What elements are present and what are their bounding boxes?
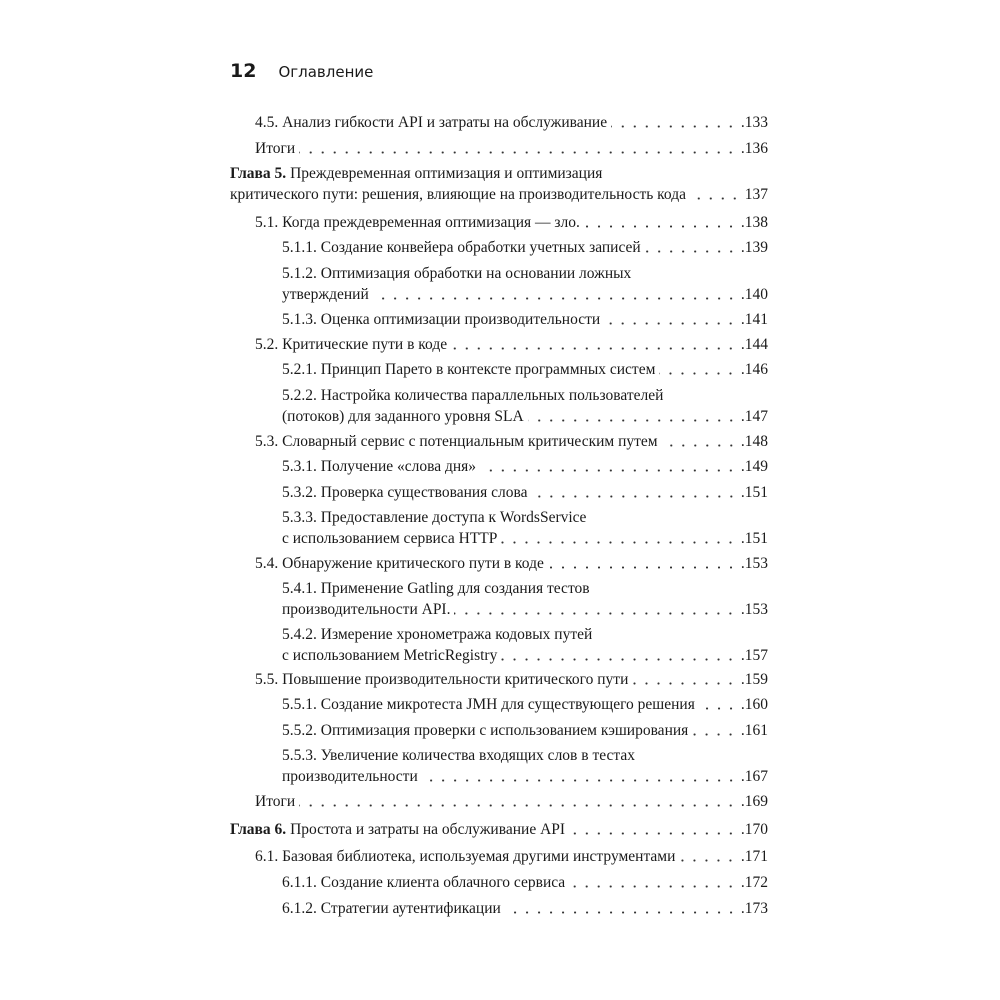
- toc-entry: [282, 720, 768, 741]
- toc-entry-text: с использованием сервиса HTTP: [282, 530, 498, 547]
- dot-leader: [679, 859, 736, 862]
- toc-entry-text: 5.1.1. Создание конвейера обработки учетных записей: [282, 239, 641, 256]
- dot-leader: [505, 911, 737, 914]
- running-title: Оглавление: [278, 63, 374, 81]
- toc-page-number: .167: [740, 768, 768, 785]
- toc-entry-text: 5.3.2. Проверка существования слова: [282, 484, 528, 501]
- toc-entry: [282, 482, 768, 503]
- toc-entry: [255, 846, 768, 867]
- dot-leader: [480, 469, 737, 472]
- toc-entry-text: 5.1.2. Оптимизация обработки на основании ложных: [282, 265, 632, 282]
- toc-entry: [255, 212, 768, 233]
- toc-page-number: .133: [740, 114, 768, 131]
- toc-page-number: .169: [740, 793, 768, 810]
- dot-leader: [662, 444, 737, 447]
- toc-entry-text: с использованием MetricRegistry: [282, 647, 498, 664]
- toc-entry-text: 5.3.1. Получение «слова дня»: [282, 458, 477, 475]
- dot-leader: [501, 658, 737, 661]
- toc-entry: [282, 237, 768, 258]
- toc-entry: [255, 669, 768, 690]
- toc-entry: [282, 263, 768, 305]
- dot-leader: [692, 733, 737, 736]
- toc-page-number: .153: [740, 601, 768, 618]
- toc-entry: [255, 334, 768, 355]
- toc-entry-text: 5.3. Словарный сервис с потенциальным критическим путем: [255, 433, 658, 450]
- toc-page-number: .157: [740, 647, 768, 664]
- toc-entry: [255, 112, 768, 133]
- toc-entry-text: 5.4. Обнаружение критического пути в коде: [255, 555, 544, 572]
- toc-entry: [282, 385, 768, 427]
- toc-entry-text: производительности: [282, 768, 418, 785]
- toc-chapter-entry: [230, 819, 768, 840]
- toc-page-number: .138: [740, 214, 768, 231]
- toc-entry-text: производительности API.: [282, 601, 451, 618]
- toc-page-number: .172: [740, 874, 768, 891]
- toc-entry: [282, 872, 768, 893]
- dot-leader: [569, 832, 737, 835]
- toc-page-number: .161: [740, 722, 768, 739]
- dot-leader: [611, 125, 737, 128]
- toc-entry: [255, 138, 768, 159]
- toc-page-number: .159: [740, 671, 768, 688]
- dot-leader: [690, 197, 741, 200]
- toc-entry-text: 5.5.1. Создание микротеста JMH для существующего решения: [282, 696, 695, 713]
- dot-leader: [528, 419, 737, 422]
- toc-page-number: .146: [740, 361, 768, 378]
- chapter-label: Глава 5.: [230, 165, 287, 182]
- chapter-label: Глава 6.: [230, 821, 287, 838]
- toc-entry-text: 5.1.3. Оценка оптимизации производительности: [282, 311, 601, 328]
- toc-entry-text: 5.5. Повышение производительности критического пути: [255, 671, 629, 688]
- toc-entry-text: 5.2.2. Настройка количества параллельных пользователей: [282, 387, 664, 404]
- dot-leader: [699, 707, 737, 710]
- toc-entry: [255, 791, 768, 812]
- toc-entry: [255, 431, 768, 452]
- toc-entry-text: 5.2. Критические пути в коде: [255, 336, 448, 353]
- dot-leader: [584, 225, 737, 228]
- toc-page-number: .153: [740, 555, 768, 572]
- toc-page-number: .160: [740, 696, 768, 713]
- toc-entry: [282, 624, 768, 666]
- toc-page-number: .141: [740, 311, 768, 328]
- toc-entry-text: (потоков) для заданного уровня SLA: [282, 408, 524, 425]
- toc-entry: [282, 359, 768, 380]
- toc-entry-text: 5.3.3. Предоставление доступа к WordsService: [282, 509, 587, 526]
- toc-page-number: .151: [740, 530, 768, 547]
- dot-leader: [373, 297, 737, 300]
- toc-entry-text: 5.5.2. Оптимизация проверки с использованием кэширования: [282, 722, 689, 739]
- toc-page-number: .170: [740, 821, 768, 838]
- dot-leader: [645, 250, 737, 253]
- dot-leader: [454, 612, 736, 615]
- toc-chapter-entry: [230, 163, 768, 205]
- toc-page-number: .151: [740, 484, 768, 501]
- toc-entry-text: 5.1. Когда преждевременная оптимизация — зло.: [255, 214, 580, 231]
- toc-page-number: .171: [740, 848, 768, 865]
- toc-page-number: .148: [740, 433, 768, 450]
- dot-leader: [299, 804, 737, 807]
- toc-entry-text: 6.1.1. Создание клиента облачного сервиса: [282, 874, 566, 891]
- dot-leader: [604, 322, 737, 325]
- dot-leader: [569, 885, 737, 888]
- toc-page-number: .149: [740, 458, 768, 475]
- toc-entry-text: Итоги: [255, 140, 296, 157]
- page-number: 12: [230, 60, 257, 82]
- toc-entry: [282, 578, 768, 620]
- dot-leader: [451, 347, 737, 350]
- toc-entry: [282, 745, 768, 787]
- toc-entry: [282, 898, 768, 919]
- toc-entry-text: 5.4.2. Измерение хронометража кодовых путей: [282, 626, 593, 643]
- toc-page-number: .147: [740, 408, 768, 425]
- toc-entry-text: 5.2.1. Принцип Парето в контексте программных систем: [282, 361, 656, 378]
- toc-page-number: .136: [740, 140, 768, 157]
- toc-page-number: .140: [740, 286, 768, 303]
- toc-entry-text: Простота и затраты на обслуживание API: [290, 821, 566, 838]
- page-header: [230, 60, 373, 82]
- dot-leader: [548, 566, 737, 569]
- toc-entry-text: утверждений: [282, 286, 369, 303]
- dot-leader: [501, 541, 736, 544]
- dot-leader: [532, 495, 737, 498]
- toc-page-number: .144: [740, 336, 768, 353]
- toc-entry-text: 4.5. Анализ гибкости API и затраты на обслуживание: [255, 114, 608, 131]
- dot-leader: [659, 372, 736, 375]
- toc-entry-text: 5.5.3. Увеличение количества входящих слов в тестах: [282, 747, 635, 764]
- toc-entry: [282, 456, 768, 477]
- toc-entry-text: критического пути: решения, влияющие на производительность кода: [230, 186, 686, 203]
- toc-entry-text: Итоги: [255, 793, 296, 810]
- toc-entry-text: 6.1.2. Стратегии аутентификации: [282, 900, 501, 917]
- dot-leader: [299, 151, 737, 154]
- toc-page-number: 137: [744, 186, 768, 203]
- toc-entry: [282, 507, 768, 549]
- toc-entry-text: 6.1. Базовая библиотека, используемая другими инструментами: [255, 848, 676, 865]
- toc-entry: [282, 694, 768, 715]
- toc-entry-text: 5.4.1. Применение Gatling для создания тестов: [282, 580, 590, 597]
- toc-entry: [282, 309, 768, 330]
- toc-page-number: .173: [740, 900, 768, 917]
- toc-entry: [255, 553, 768, 574]
- dot-leader: [632, 682, 737, 685]
- toc-page-number: .139: [740, 239, 768, 256]
- toc-entry-text: Преждевременная оптимизация и оптимизация: [290, 165, 603, 182]
- dot-leader: [422, 779, 737, 782]
